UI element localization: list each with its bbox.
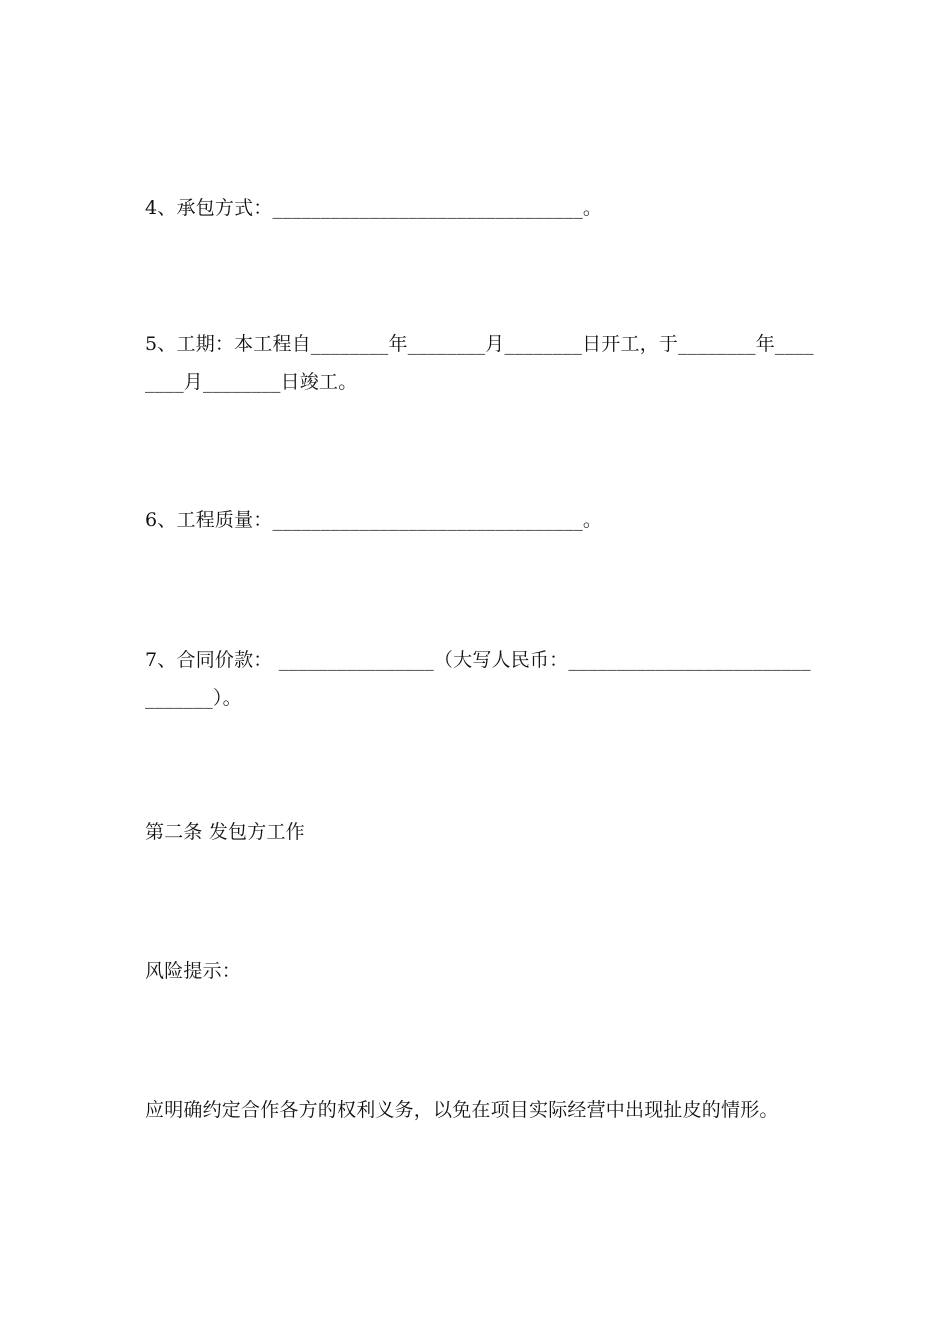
risk-text: 应明确约定合作各方的权利义务，以免在项目实际经营中出现扯皮的情形。 <box>145 1099 779 1121</box>
item-7-price-line-1: 7、合同价款： ________________（大写人民币：_________________________ <box>145 649 811 671</box>
risk-label: 风险提示： <box>145 960 242 982</box>
item-6-quality: 6、工程质量：________________________________。 <box>145 509 603 531</box>
item-4-contract-method: 4、承包方式：________________________________。 <box>145 197 603 219</box>
item-7-price-line-2: _______）。 <box>145 687 242 709</box>
article-heading: 第二条 发包方工作 <box>145 821 305 843</box>
item-5-duration-line-2: ____月________日竣工。 <box>145 371 358 393</box>
item-5-duration-line-1: 5、工期：本工程自________年________月________日开工，于________年____ <box>145 333 814 355</box>
